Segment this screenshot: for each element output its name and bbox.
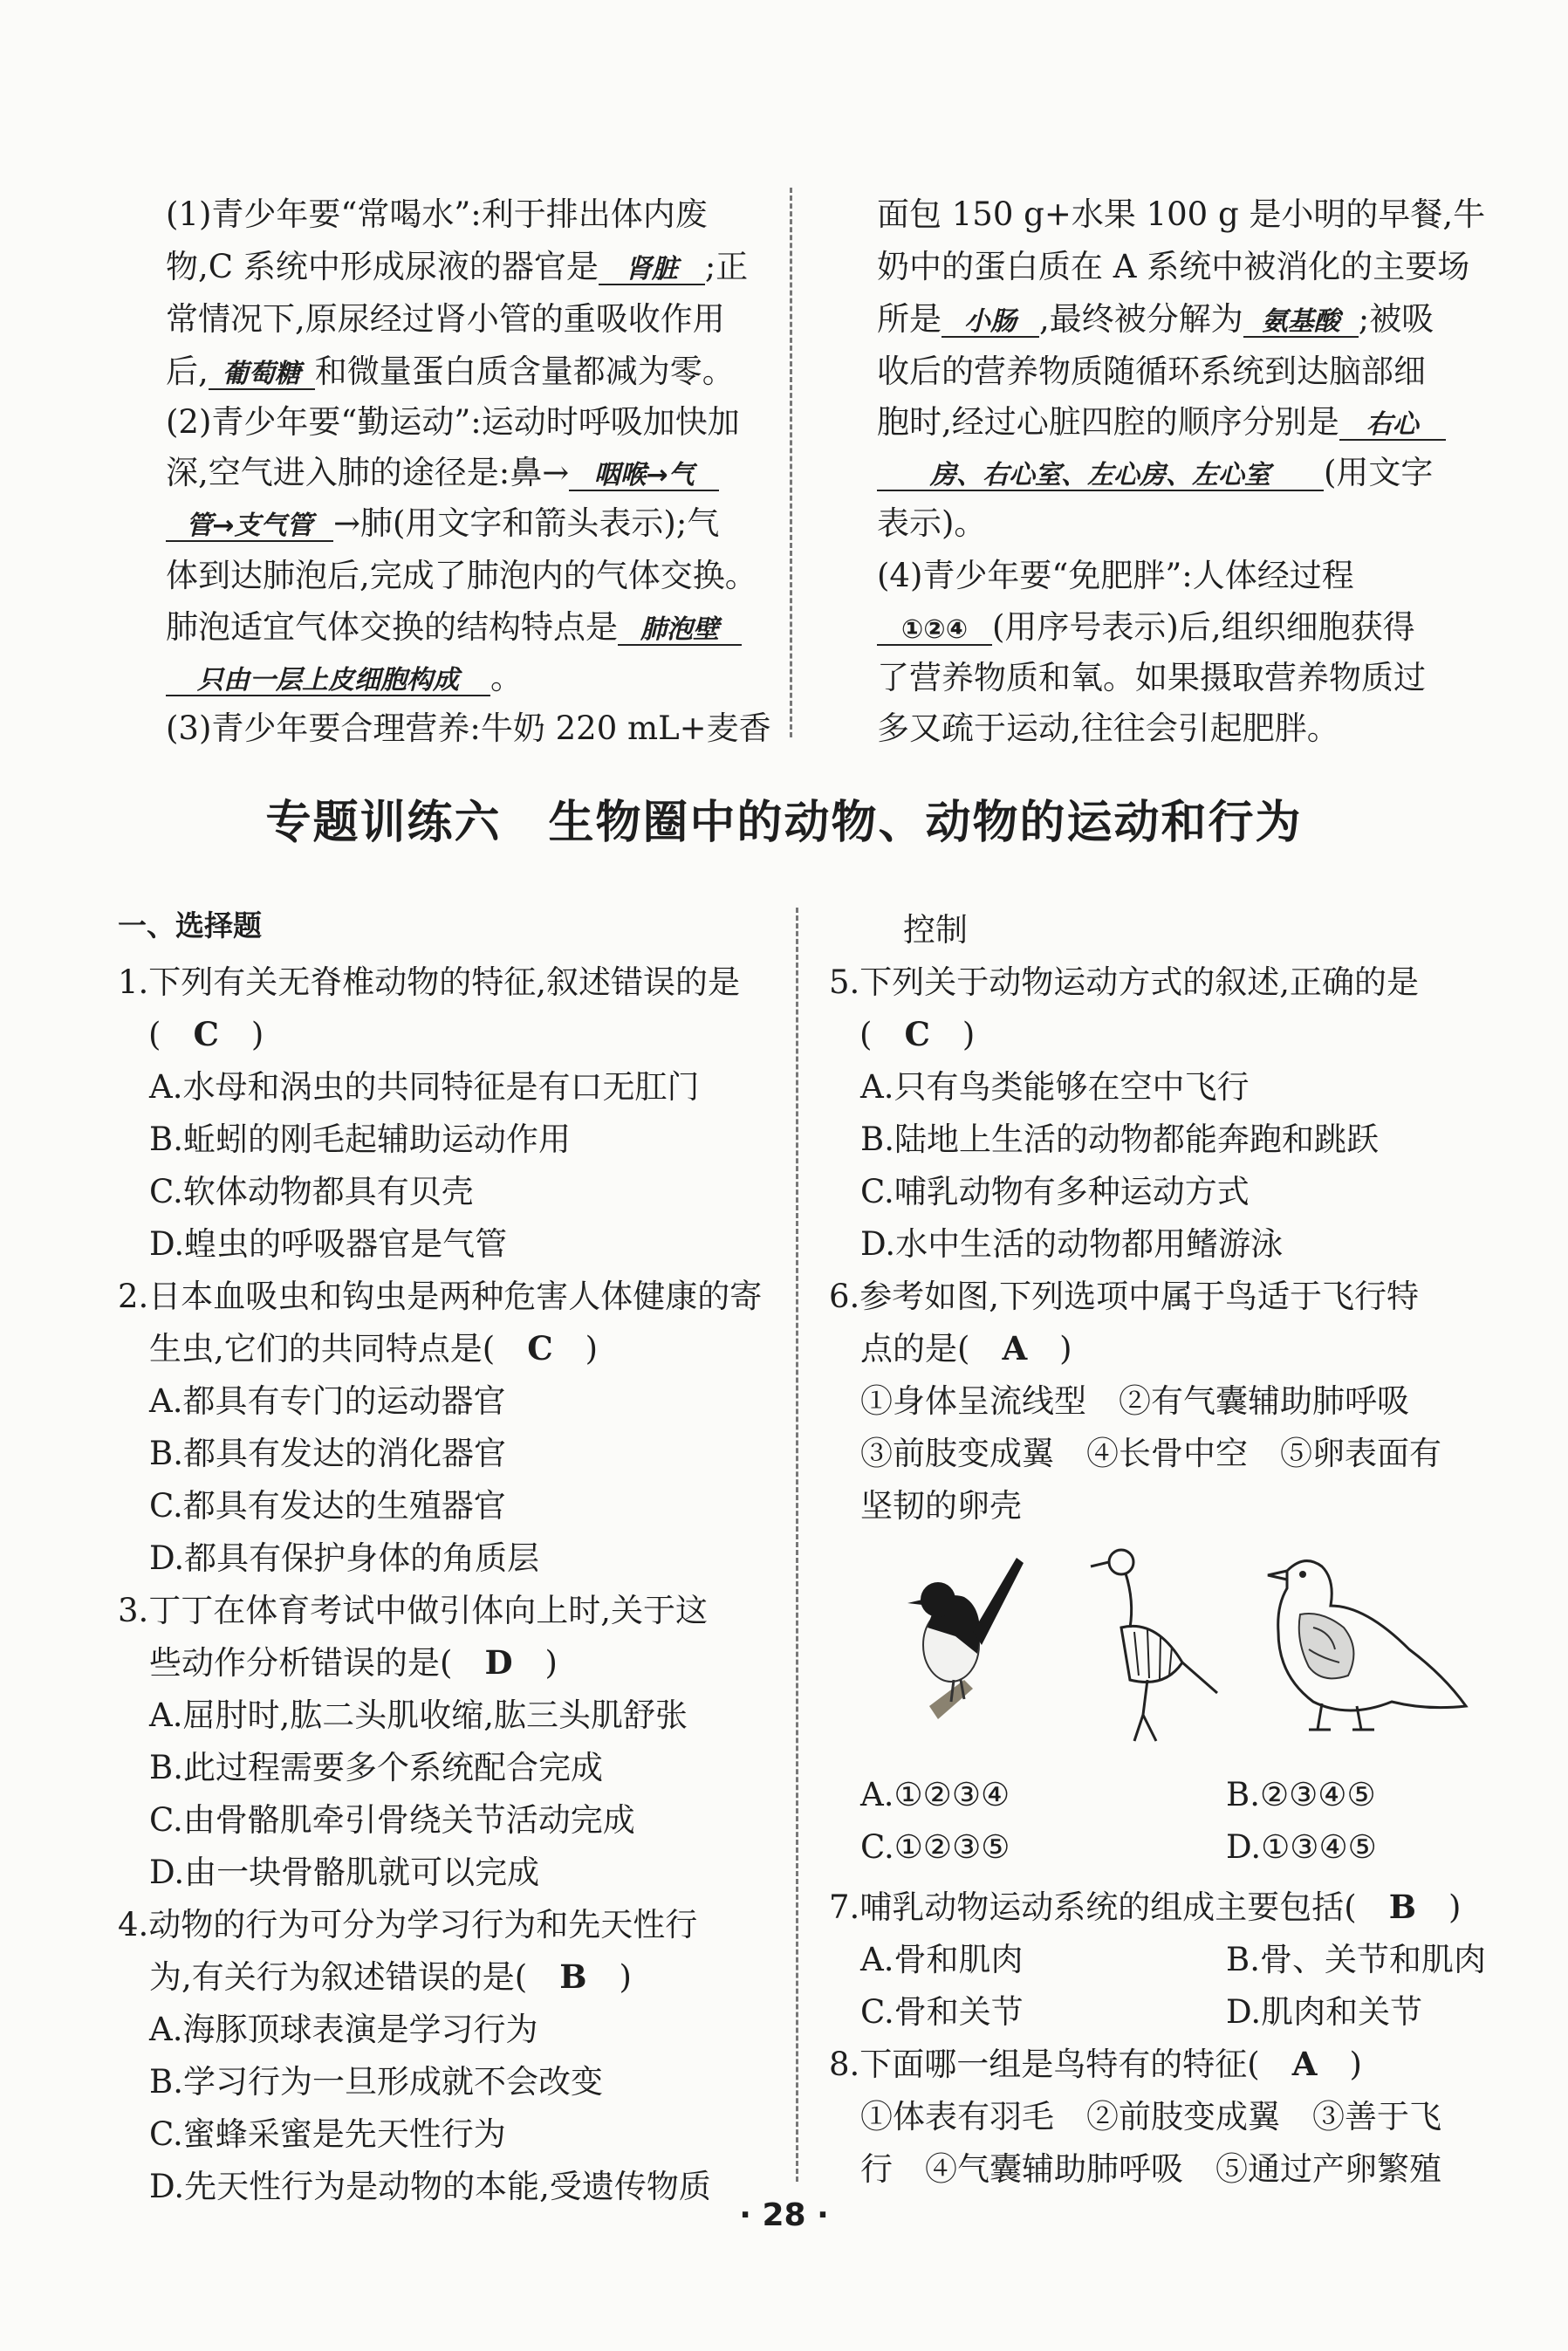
option: C.哺乳动物有多种运动方式 [860,1173,1250,1210]
option: C.由骨骼肌牵引骨绕关节活动完成 [149,1801,635,1839]
question-stem: 1.下列有关无脊椎动物的特征,叙述错误的是 [118,963,741,1001]
question-stem: 3.丁丁在体育考试中做引体向上时,关于这 [118,1592,709,1629]
option: A.骨和肌肉 [860,1941,1024,1978]
section-title: 专题训练六 生物圈中的动物、动物的运动和行为 [265,797,1303,849]
option: D.先天性行为是动物的本能,受遗传物质 [149,2168,711,2205]
text-line: 体到达肺泡后,完成了肺泡内的气体交换。 [166,557,757,594]
text-line: ①身体呈流线型 ②有气囊辅助肺呼吸 [860,1382,1409,1420]
text-line: 管→支气管 →肺(用文字和箭头表示);气 [166,497,719,544]
question-stem: 7.哺乳动物运动系统的组成主要包括( B ) [829,1888,1462,1926]
text-line: 后, 葡萄糖 和微量蛋白质含量都减为零。 [166,353,735,390]
page-number: · 28 · [739,2197,829,2233]
answer-blank: 肺泡壁 [618,616,742,646]
question-stem: 6.参考如图,下列选项中属于鸟适于飞行特 [829,1278,1420,1315]
option: C.①②③⑤ [860,1828,1010,1866]
answer-blank: 氨基酸 [1243,308,1359,338]
text-line: 行 ④气囊辅助肺呼吸 ⑤通过产卵繁殖 [860,2150,1441,2188]
bird-skeleton [1086,1540,1226,1750]
option: C.蜜蜂采蜜是先天性行为 [149,2115,506,2153]
text-line: (3)青少年要合理营养:牛奶 220 mL+麦香 [166,709,771,747]
option: C.都具有发达的生殖器官 [149,1487,506,1525]
text-line: 表示)。 [877,504,987,542]
column-divider [796,908,798,2182]
option: B.骨、关节和肌肉 [1226,1941,1486,1978]
question-stem: 5.下列关于动物运动方式的叙述,正确的是 [829,963,1420,1001]
option: D.蝗虫的呼吸器官是气管 [149,1225,508,1263]
answer-blank: ①②④ [877,616,992,646]
text-line: 胞时,经过心脏四腔的顺序分别是 右心 [877,395,1446,442]
option: C.骨和关节 [860,1993,1024,2031]
bird-figures [903,1540,1479,1758]
section-heading: 一、选择题 [118,908,262,942]
option: C.软体动物都具有贝壳 [149,1173,474,1210]
text-line: 控制 [903,911,968,949]
text-line: 奶中的蛋白质在 A 系统中被消化的主要场 [877,248,1470,285]
option: A.①②③④ [860,1776,1010,1813]
option: B.陆地上生活的动物都能奔跑和跳跃 [860,1121,1379,1158]
option: D.都具有保护身体的角质层 [149,1539,540,1577]
text-line: 收后的营养物质随循环系统到达脑部细 [877,353,1426,390]
option: D.水中生活的动物都用鳍游泳 [860,1225,1284,1263]
option: D.由一块骨骼肌就可以完成 [149,1854,540,1891]
text-line: 只由一层上皮细胞构成 。 [166,651,523,698]
text-line: 肺泡适宜气体交换的结构特点是 肺泡壁 [166,600,742,648]
option: A.水母和涡虫的共同特征是有口无肛门 [149,1068,700,1106]
text-line: ①体表有羽毛 ②前肢变成翼 ③善于飞 [860,2098,1441,2135]
text-line: ①②④ (用序号表示)后,组织细胞获得 [877,600,1415,648]
question-stem: 点的是( A ) [860,1329,1072,1367]
option: B.此过程需要多个系统配合完成 [149,1749,603,1786]
text-line: 了营养物质和氧。如果摄取营养物质过 [877,659,1426,696]
answer-blank: 咽喉→气 [569,462,719,491]
option: A.屈肘时,肱二头肌收缩,肱三头肌舒张 [149,1696,688,1734]
option: B.②③④⑤ [1226,1776,1376,1813]
answer-paren: ( C ) [148,1015,264,1053]
text-line: ③前肢变成翼 ④长骨中空 ⑤卵表面有 [860,1435,1441,1472]
option: A.海豚顶球表演是学习行为 [149,2011,538,2048]
question-stem: 些动作分析错误的是( D ) [149,1643,558,1682]
option: D.①③④⑤ [1226,1828,1377,1866]
text-line: 深,空气进入肺的途径是:鼻→ 咽喉→气 [166,446,719,493]
question-stem: 8.下面哪一组是鸟特有的特征( A ) [829,2045,1362,2083]
answer-blank: 管→支气管 [166,512,333,542]
answer-blank: 葡萄糖 [209,360,315,390]
question-stem: 生虫,它们的共同特点是( C ) [149,1329,599,1367]
text-line: 面包 150 g+水果 100 g 是小明的早餐,牛 [877,195,1486,233]
text-line: 所是 小肠 ,最终被分解为 氨基酸 ;被吸 [877,300,1434,338]
question-stem: 2.日本血吸虫和钩虫是两种危害人体健康的寄 [118,1278,763,1315]
text-line: (1)青少年要“常喝水”:利于排出体内废 [166,195,708,233]
option: D.肌肉和关节 [1226,1993,1423,2031]
text-line: 坚韧的卵壳 [860,1487,1022,1525]
answer-paren: ( C ) [859,1015,976,1053]
answer-blank: 右心 [1339,411,1446,441]
text-line: (2)青少年要“勤运动”:运动时呼吸加快加 [166,403,740,441]
question-stem: 4.动物的行为可分为学习行为和先天性行 [118,1906,698,1943]
option: A.都具有专门的运动器官 [149,1382,506,1420]
answer-blank: 房、右心室、左心房、左心室 [877,462,1324,491]
text-line: 房、右心室、左心房、左心室 (用文字 [877,446,1433,493]
answer-blank: 小肠 [941,308,1039,338]
question-stem: 为,有关行为叙述错误的是( B ) [149,1957,632,1996]
text-line: (4)青少年要“免肥胖”:人体经过程 [877,557,1354,594]
option: B.学习行为一旦形成就不会改变 [149,2063,603,2101]
text-line: 物,C 系统中形成尿液的器官是 肾脏 ;正 [166,248,749,285]
answer-blank: 肾脏 [599,256,705,285]
option: B.蚯蚓的刚毛起辅助运动作用 [149,1121,571,1158]
column-divider [790,188,792,737]
magpie-robin-photo [903,1549,1025,1750]
answer-blank: 只由一层上皮细胞构成 [166,667,490,696]
text-line: 多又疏于运动,往往会引起肥胖。 [877,709,1339,747]
option: A.只有鸟类能够在空中飞行 [860,1068,1250,1106]
pigeon-air-sac-diagram [1261,1545,1470,1745]
option: B.都具有发达的消化器官 [149,1435,506,1472]
text-line: 常情况下,原尿经过肾小管的重吸收作用 [166,300,725,338]
